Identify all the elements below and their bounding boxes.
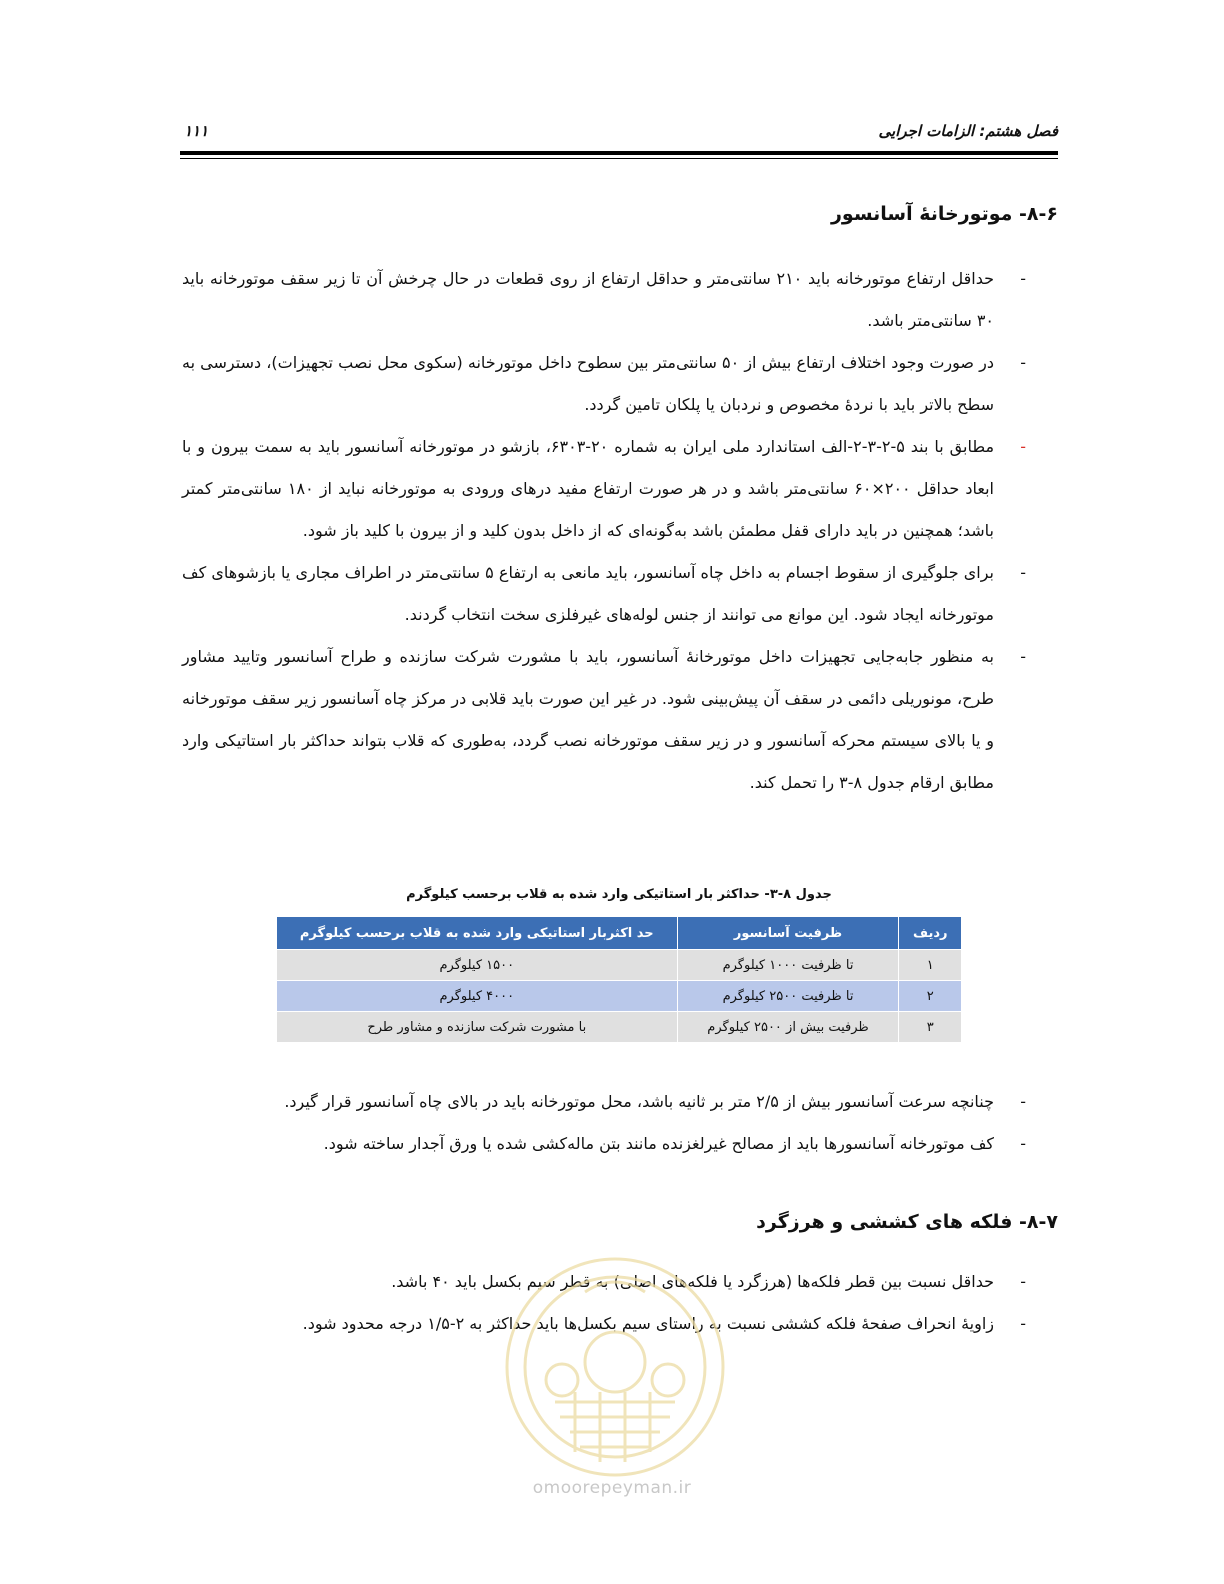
table-header-cell: حد اکثربار استاتیکی وارد شده به قلاب برحسب کیلوگرم <box>277 917 678 950</box>
watermark-text: omoorepeyman.ir <box>532 1478 692 1498</box>
table-cell: ۱ <box>899 950 962 981</box>
table-cell: ظرفیت بیش از ۲۵۰۰ کیلوگرم <box>677 1012 899 1043</box>
table-row <box>277 1012 962 1043</box>
list-item <box>182 258 1032 342</box>
after-table-list <box>182 1081 1032 1165</box>
list-item <box>182 1081 1032 1123</box>
bullet-dash: - <box>1020 647 1026 666</box>
list-item-text: حداقل نسبت بین قطر فلکه‌ها (هرزگرد یا فلکه‌های اصلی) به قطر سیم بکسل باید ۴۰ باشد. <box>391 1272 994 1291</box>
bullet-dash: - <box>1020 1314 1026 1333</box>
table-header-cell: ظرفیت آسانسور <box>677 917 899 950</box>
bullet-dash: - <box>1020 437 1026 456</box>
bullet-dash: - <box>1020 563 1026 582</box>
section-title-machine-room: ۸-۶- موتورخانهٔ آسانسور <box>830 203 1058 225</box>
list-item <box>182 1123 1032 1165</box>
list-item <box>182 552 1032 636</box>
list-item <box>182 342 1032 426</box>
machine-room-list <box>182 258 1032 804</box>
header-rule-thick <box>180 151 1058 155</box>
hook-load-table <box>276 916 962 1043</box>
list-item-text: به منظور جابه‌جایی تجهیزات داخل موتورخانهٔ آسانسور، باید با مشورت شرکت سازنده و طراح آسانسور وتایید مشاور طرح، مونوریلی دائمی در سقف آن پیش‌بینی شود. در غیر این صورت باید قلابی در مرکز چاه آسانسور زیر سقف موتورخانه و یا بالای سیستم محرکه آسانسور و در زیر سقف موتورخانه نصب گردد، به‌طوری که قلاب بتواند حداکثر بار استاتیکی وارد مطابق ارقام جدول ۸-۳ را تحمل کند. <box>182 647 994 792</box>
list-item-text: حداقل ارتفاع موتورخانه باید ۲۱۰ سانتی‌متر و حداقل ارتفاع از روی قطعات در حال چرخش آن تا زیر سقف موتورخانه باید ۳۰ سانتی‌متر باشد. <box>182 269 994 330</box>
bullet-dash: - <box>1020 1272 1026 1291</box>
table-caption: جدول ۸-۳- حداکثر بار استاتیکی وارد شده به قلاب برحسب کیلوگرم <box>406 887 832 902</box>
list-item-text: چنانچه سرعت آسانسور بیش از ۲/۵ متر بر ثانیه باشد، محل موتورخانه باید در بالای چاه آسانسور قرار گیرد. <box>284 1092 994 1111</box>
list-item-text: کف موتورخانه آسانسورها باید از مصالح غیرلغزنده مانند بتن ماله‌کشی شده یا ورق آجدار ساخته شود. <box>323 1134 994 1153</box>
list-item-text: برای جلوگیری از سقوط اجسام به داخل چاه آسانسور، باید مانعی به ارتفاع ۵ سانتی‌متر در اطراف مجاری یا بازشوهای کف موتورخانه ایجاد شود. این موانع می توانند از جنس لوله‌های غیرفلزی سخت انتخاب گردند. <box>182 563 994 624</box>
list-item <box>182 426 1032 552</box>
page-number: ۱۱۱ <box>184 122 209 140</box>
list-item-text: زاویهٔ انحراف صفحهٔ فلکه کششی نسبت به راستای سیم بکسل‌ها باید حداکثر به ۲-۱/۵ درجه محدود شود. <box>302 1314 994 1333</box>
table-cell: ۴۰۰۰ کیلوگرم <box>277 981 678 1012</box>
list-item-text: مطابق با بند ۵-۲-۳-۲-الف استاندارد ملی ایران به شماره ۲۰-۶۳۰۳، بازشو در موتورخانه آسانسور باید به سمت بیرون و با ابعاد حداقل ۲۰۰×۶۰ سانتی‌متر باشد و در هر صورت ارتفاع مفید درهای ورودی به موتورخانه نباید از ۱۸۰ سانتی‌متر کمتر باشد؛ همچنین در باید دارای قفل مطمئن باشد به‌گونه‌ای که از داخل بدون کلید و از بیرون با کلید باز شود. <box>182 437 995 540</box>
section-title-sheaves: ۸-۷- فلکه های کششی و هرزگرد <box>756 1211 1058 1233</box>
table-cell: ۳ <box>899 1012 962 1043</box>
table-cell: تا ظرفیت ۲۵۰۰ کیلوگرم <box>677 981 899 1012</box>
chapter-title: فصل هشتم: الزامات اجرایی <box>878 122 1058 140</box>
table-row <box>277 981 962 1012</box>
bullet-dash: - <box>1020 1092 1026 1111</box>
page-header <box>180 118 1058 148</box>
list-item-text: در صورت وجود اختلاف ارتفاع بیش از ۵۰ سانتی‌متر بین سطوح داخل موتورخانه (سکوی محل نصب تجهیزات)، دسترسی به سطح بالاتر باید با نردهٔ مخصوص و نردبان یا پلکان تامین گردد. <box>182 353 995 414</box>
table-row <box>277 950 962 981</box>
bullet-dash: - <box>1020 1134 1026 1153</box>
header-rule-thin <box>180 158 1058 159</box>
table-cell: تا ظرفیت ۱۰۰۰ کیلوگرم <box>677 950 899 981</box>
list-item <box>182 636 1032 804</box>
table-cell: ۲ <box>899 981 962 1012</box>
table-header-cell: ردیف <box>899 917 962 950</box>
bullet-dash: - <box>1020 269 1026 288</box>
seal-logo-icon <box>500 1252 730 1482</box>
bullet-dash: - <box>1020 353 1026 372</box>
table-cell: ۱۵۰۰ کیلوگرم <box>277 950 678 981</box>
table-cell: با مشورت شرکت سازنده و مشاور طرح <box>277 1012 678 1043</box>
table-header-row <box>277 917 962 950</box>
